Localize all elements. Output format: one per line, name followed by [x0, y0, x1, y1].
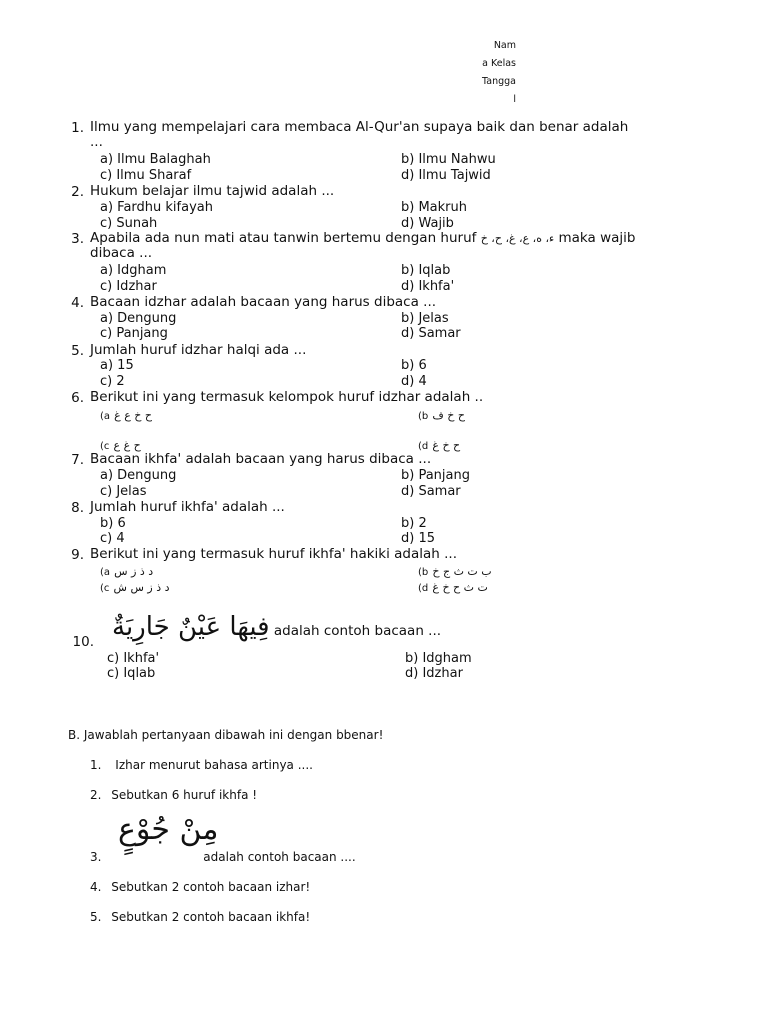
- question-stem: [90, 120, 650, 150]
- option-c[interactable]: c) 4: [100, 531, 125, 546]
- option-d[interactable]: d) Wajib: [401, 216, 454, 231]
- option-a[interactable]: b) 6: [100, 516, 126, 531]
- option-b[interactable]: b) Idgham: [405, 651, 472, 666]
- option-a[interactable]: a) Ilmu Balaghah: [100, 152, 211, 167]
- option-label: (d: [418, 583, 429, 594]
- arabic-letters: ح خ غ: [432, 439, 461, 452]
- student-info-header: [440, 37, 516, 109]
- item-number: 5.: [90, 910, 102, 924]
- question-stem: Hukum belajar ilmu tajwid adalah ...: [90, 183, 335, 199]
- question-stem: Bacaan ikhfa' adalah bacaan yang harus dibaca ...: [90, 451, 432, 467]
- question-number: 6.: [71, 390, 84, 406]
- option-d[interactable]: [418, 580, 488, 596]
- option-c[interactable]: c) Iqlab: [107, 666, 156, 681]
- date-label: Tangga: [482, 76, 516, 87]
- option-d[interactable]: d) Samar: [401, 326, 461, 341]
- option-a[interactable]: a) Fardhu kifayah: [100, 200, 213, 215]
- option-d[interactable]: d) 15: [401, 531, 435, 546]
- section-b-title: B. Jawablah pertanyaan dibawah ini dengan bbenar!: [68, 728, 384, 742]
- essay-item-3-arabic: [118, 812, 218, 847]
- class-label: a Kelas: [482, 58, 516, 69]
- option-c[interactable]: c) Panjang: [100, 326, 168, 341]
- option-a[interactable]: a) Dengung: [100, 468, 177, 483]
- option-label: (c: [100, 583, 110, 594]
- question-number: 4.: [71, 295, 84, 311]
- item-text: Sebutkan 2 contoh bacaan izhar!: [111, 880, 311, 894]
- option-c[interactable]: c) Idzhar: [100, 279, 157, 294]
- item-number: 1.: [90, 758, 102, 772]
- question-number: 8.: [71, 500, 84, 516]
- question-10-stem: [112, 612, 441, 642]
- option-b[interactable]: [418, 564, 492, 580]
- option-label: (a: [100, 567, 111, 578]
- item-number: 2.: [90, 788, 102, 802]
- question-number: 2.: [71, 184, 84, 200]
- option-c[interactable]: c) Ilmu Sharaf: [100, 168, 192, 183]
- arabic-letters: ت ث ح خ غ: [432, 581, 488, 594]
- date-label-end: l: [513, 94, 516, 105]
- name-label: Nam: [493, 40, 516, 51]
- question-stem: Bacaan idzhar adalah bacaan yang harus dibaca ...: [90, 294, 437, 310]
- option-label: (d: [418, 441, 429, 452]
- item-number: 3.: [90, 850, 102, 864]
- stem-line-2: dibaca ...: [90, 245, 153, 261]
- option-d[interactable]: d) Samar: [401, 484, 461, 499]
- question-stem: Berikut ini yang termasuk huruf ikhfa' hakiki adalah ...: [90, 546, 458, 562]
- arabic-letters: د ذ ز س: [114, 565, 154, 578]
- essay-item-2: [90, 788, 257, 802]
- arabic-letters: ء، ه، ع، غ، ح، خ: [480, 232, 555, 245]
- question-stem: [90, 231, 650, 261]
- arabic-letters: د ذ ز س ش: [113, 581, 170, 594]
- option-b[interactable]: b) 6: [401, 358, 427, 373]
- item-text: Sebutkan 2 contoh bacaan ikhfa!: [111, 910, 311, 924]
- question-stem: Jumlah huruf ikhfa' adalah ...: [90, 499, 285, 515]
- arabic-letters: ح غ ع: [113, 439, 141, 452]
- stem-text-end: maka wajib: [558, 230, 636, 246]
- option-d[interactable]: d) Ilmu Tajwid: [401, 168, 491, 183]
- option-c[interactable]: c) Jelas: [100, 484, 147, 499]
- option-b[interactable]: b) 2: [401, 516, 427, 531]
- question-number: 5.: [71, 343, 84, 359]
- option-d[interactable]: d) Ikhfa': [401, 279, 455, 294]
- stem-text: Apabila ada nun mati atau tanwin bertemu dengan huruf: [90, 230, 477, 246]
- essay-item-5: [90, 910, 310, 924]
- option-a[interactable]: c) Ikhfa': [107, 651, 160, 666]
- option-b[interactable]: b) Ilmu Nahwu: [401, 152, 496, 167]
- option-a[interactable]: a) Dengung: [100, 311, 177, 326]
- option-label: (a: [100, 411, 111, 422]
- option-label: (c: [100, 441, 110, 452]
- essay-item-3: [90, 850, 356, 864]
- option-d[interactable]: d) Idzhar: [405, 666, 463, 681]
- question-number: 7.: [71, 452, 84, 468]
- stem-text: adalah contoh bacaan ...: [273, 623, 442, 639]
- option-b[interactable]: b) Iqlab: [401, 263, 451, 278]
- option-c[interactable]: [100, 580, 170, 596]
- option-b[interactable]: b) Makruh: [401, 200, 467, 215]
- stem-line: [90, 231, 650, 246]
- arabic-phrase: مِنْ جُوْعٍ: [118, 812, 219, 847]
- stem-line: Ilmu yang mempelajari cara membaca Al-Qur'an supaya baik dan benar adalah: [90, 119, 629, 135]
- question-number: 10.: [72, 634, 94, 650]
- arabic-letters: ح خ ف: [432, 409, 465, 422]
- option-d[interactable]: d) 4: [401, 374, 427, 389]
- item-number: 4.: [90, 880, 102, 894]
- question-stem: Berikut ini yang termasuk kelompok huruf idzhar adalah ..: [90, 389, 484, 405]
- option-a[interactable]: [100, 564, 153, 580]
- option-c[interactable]: c) Sunah: [100, 216, 158, 231]
- item-text: Sebutkan 6 huruf ikhfa !: [111, 788, 258, 802]
- option-a[interactable]: a) Idgham: [100, 263, 167, 278]
- question-number: 3.: [71, 231, 84, 247]
- arabic-letters: ح خ ع غ: [114, 409, 152, 422]
- stem-line-2: ...: [90, 134, 103, 150]
- essay-item-1: [90, 758, 313, 772]
- essay-item-4: [90, 880, 310, 894]
- item-text: adalah contoh bacaan ....: [203, 850, 356, 864]
- option-a[interactable]: a) 15: [100, 358, 134, 373]
- question-stem: Jumlah huruf idzhar halqi ada ...: [90, 342, 307, 358]
- option-c[interactable]: c) 2: [100, 374, 125, 389]
- arabic-letters: ب ت ث ج خ: [432, 565, 492, 578]
- arabic-phrase: فِيهَا عَيْنٌ جَارِيَةٌ: [112, 612, 270, 642]
- option-b[interactable]: [418, 408, 465, 424]
- option-b[interactable]: b) Panjang: [401, 468, 470, 483]
- option-b[interactable]: b) Jelas: [401, 311, 449, 326]
- question-number: 1.: [71, 120, 84, 136]
- question-number: 9.: [71, 547, 84, 563]
- item-text: Izhar menurut bahasa artinya ....: [115, 758, 313, 772]
- option-label: (b: [418, 567, 429, 578]
- option-label: (b: [418, 411, 429, 422]
- option-a[interactable]: [100, 408, 152, 424]
